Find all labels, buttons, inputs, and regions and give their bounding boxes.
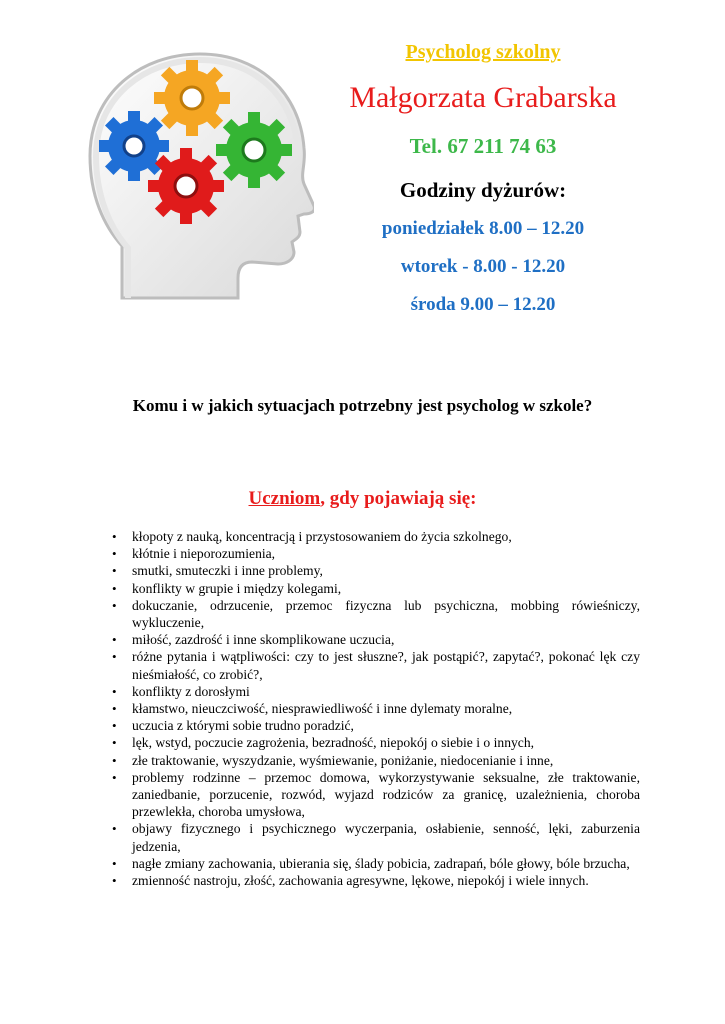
list-item: • uczucia z którymi sobie trudno poradzić,: [110, 717, 640, 734]
list-item: • miłość, zazdrość i inne skomplikowane uczucia,: [110, 631, 640, 648]
office-hours-tuesday: wtorek - 8.00 - 12.20: [400, 256, 566, 277]
students-heading: [0, 488, 725, 510]
office-hours-monday: poniedziałek 8.00 – 12.20: [381, 218, 585, 239]
list-item: • konflikty w grupie i między kolegami,: [110, 580, 640, 597]
list-item: • konflikty z dorosłymi: [110, 683, 640, 700]
list-item: • różne pytania i wątpliwości: czy to jest słuszne?, jak postąpić?, zapytać?, pokonać lęk czy nieśmiałość, co zrobić?,: [110, 648, 640, 682]
list-item: • dokuczanie, odrzucenie, przemoc fizyczna lub psychiczna, mobbing rówieśniczy, wykluczenie,: [110, 597, 640, 631]
question-heading: Komu i w jakich sytuacjach potrzebny jest psycholog w szkole?: [132, 396, 593, 415]
students-heading-underlined: Uczniom: [248, 488, 321, 509]
list-item: • nagłe zmiany zachowania, ubierania się, ślady pobicia, zadrapań, bóle głowy, bóle brzucha,: [110, 855, 640, 872]
head-with-gears-icon: [82, 46, 314, 302]
red-gear-icon: [148, 148, 224, 224]
students-heading-rest: , gdy pojawiają się:: [320, 488, 477, 509]
phone-number: Tel. 67 211 74 63: [409, 134, 557, 158]
office-hours-wednesday: środa 9.00 – 12.20: [410, 294, 556, 315]
yellow-gear-icon: [154, 60, 230, 136]
list-item: • zmienność nastroju, złość, zachowania agresywne, lękowe, niepokój i wiele innych.: [110, 872, 640, 889]
office-hours-title: Godziny dyżurów:: [399, 178, 567, 202]
list-item: • objawy fizycznego i psychicznego wyczerpania, osłabienie, senność, lęki, zaburzenia jedzenia,: [110, 820, 640, 854]
contact-header: [318, 38, 648, 318]
list-item: • kłótnie i nieporozumienia,: [110, 545, 640, 562]
list-item: • kłamstwo, nieuczciwość, niesprawiedliwość i inne dylematy moralne,: [110, 700, 640, 717]
list-item: • złe traktowanie, wyszydzanie, wyśmiewanie, poniżanie, niedocenianie i inne,: [110, 752, 640, 769]
green-gear-icon: [216, 112, 292, 188]
blue-gear-icon: [99, 111, 169, 181]
psychologist-name: Małgorzata Grabarska: [349, 81, 617, 114]
issues-list: [110, 528, 640, 889]
role-title: Psycholog szkolny: [405, 41, 561, 63]
list-item: • kłopoty z nauką, koncentracją i przystosowaniem do życia szkolnego,: [110, 528, 640, 545]
list-item: • smutki, smuteczki i inne problemy,: [110, 562, 640, 579]
list-item: • problemy rodzinne – przemoc domowa, wykorzystywanie seksualne, złe traktowanie, zaniedbanie, porzucenie, rozwód, wyjazd rodziców za granicę, uzależnienia, choroba przewlekła, choroba umysłowa,: [110, 769, 640, 821]
list-item: • lęk, wstyd, poczucie zagrożenia, bezradność, niepokój o siebie i o innych,: [110, 734, 640, 751]
